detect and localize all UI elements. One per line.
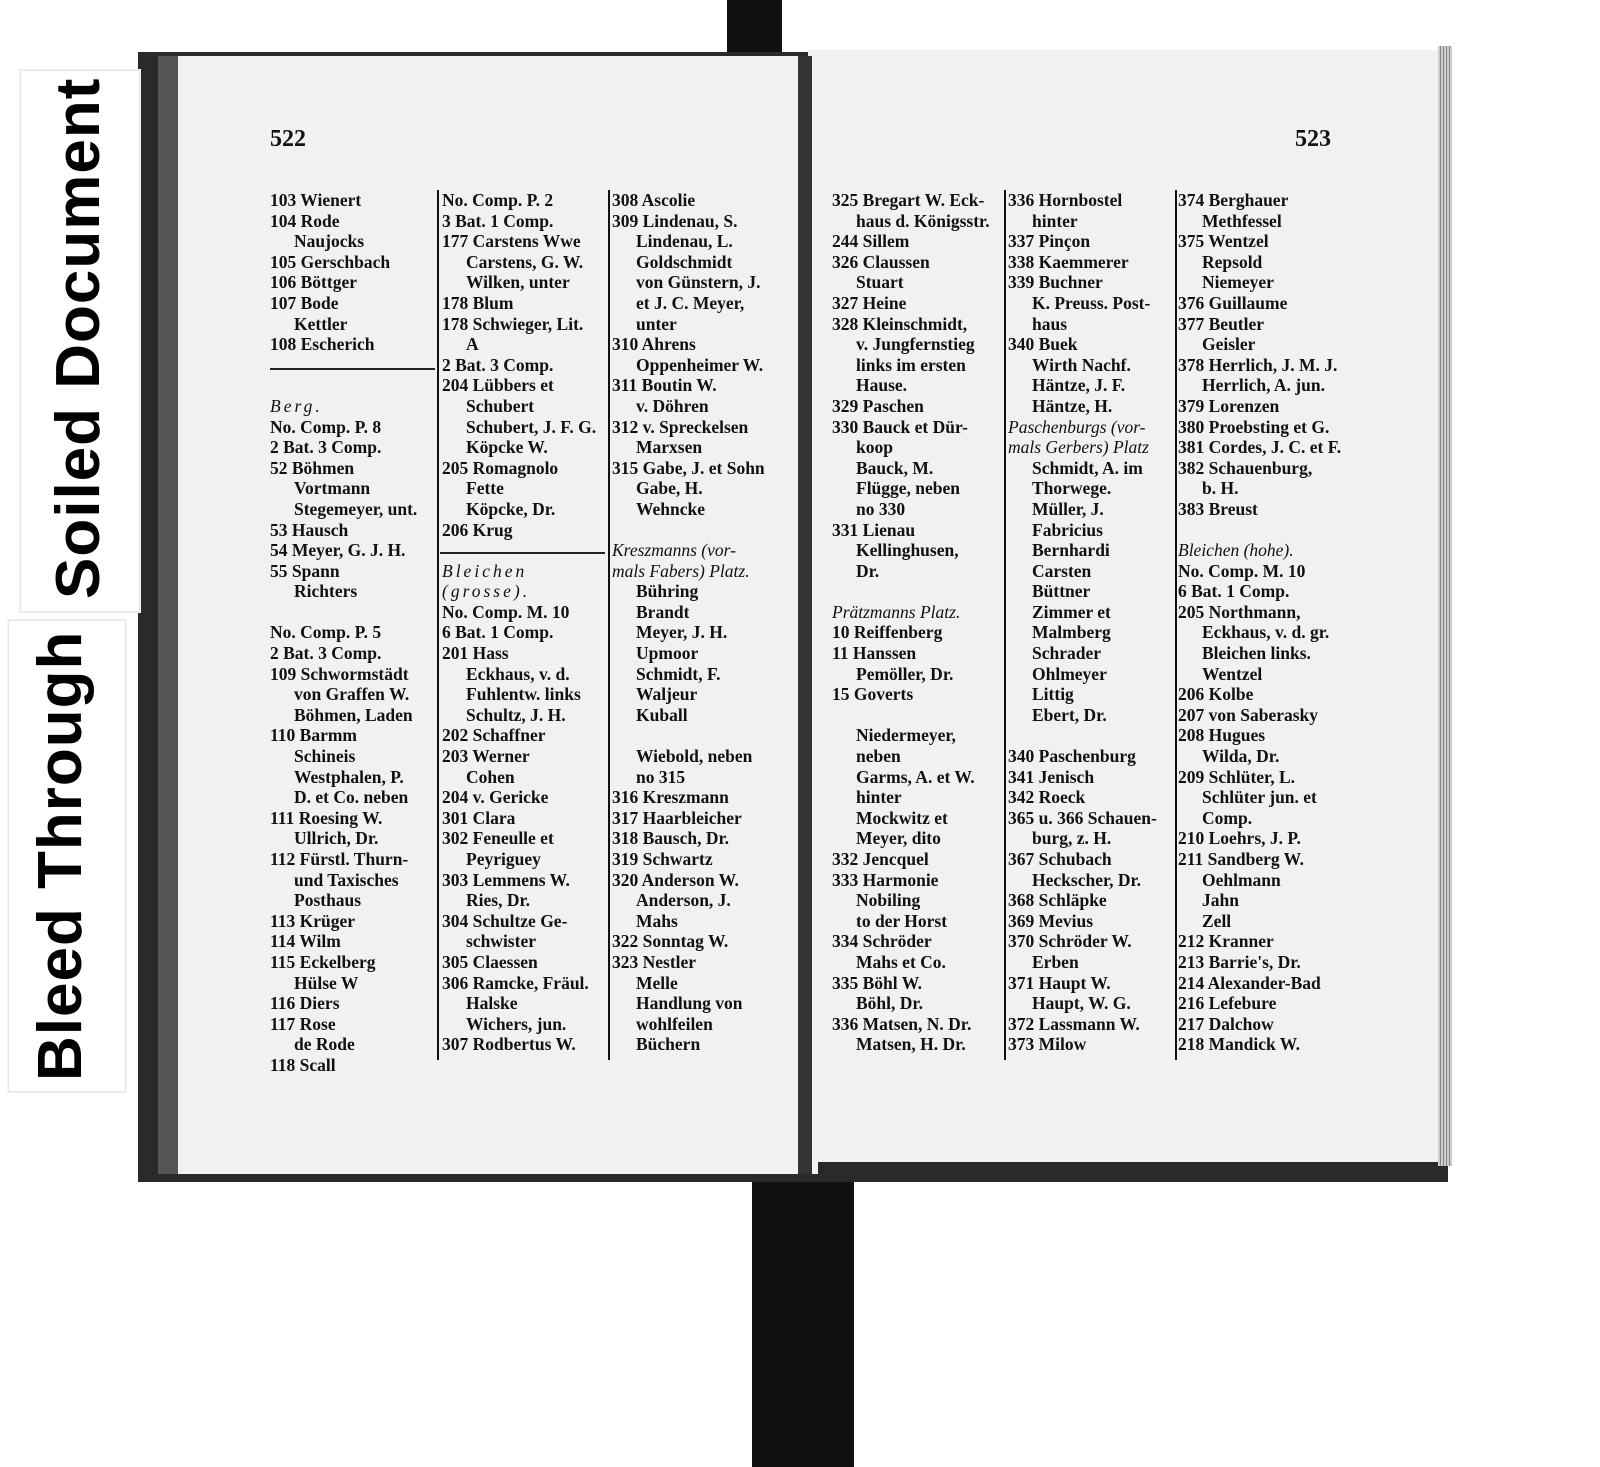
directory-line: to der Horst — [856, 910, 948, 931]
directory-line: Niemeyer — [1202, 272, 1274, 293]
directory-line — [1178, 520, 1341, 541]
directory-line: 301 Clara — [442, 807, 516, 828]
directory-line: 208 Hugues — [1178, 725, 1266, 746]
directory-line: 341 Jenisch — [1008, 766, 1095, 787]
directory-line: Flügge, neben — [856, 478, 961, 499]
directory-line: Schrader — [1032, 643, 1102, 664]
directory-line: Wehncke — [636, 498, 706, 519]
directory-line: Paschenburgs (vor- — [1008, 416, 1146, 437]
directory-line: 367 Schubach — [1008, 849, 1112, 869]
column-2 — [442, 190, 596, 1055]
directory-line: 338 Kaemmerer — [1008, 251, 1129, 272]
directory-line: 2 Bat. 3 Comp. — [270, 437, 382, 458]
directory-line: 203 Werner — [442, 746, 530, 767]
directory-line: Pemöller, Dr. — [856, 663, 954, 684]
directory-line: 376 Guillaume — [1178, 292, 1288, 313]
directory-line: Böhl, Dr. — [856, 993, 923, 1014]
directory-line: Schineis — [294, 746, 356, 767]
directory-line: Kellinghusen, — [856, 540, 959, 561]
directory-line: 308 Ascolie — [612, 190, 696, 210]
directory-line: Büttner — [1032, 581, 1091, 602]
page-edges — [1438, 46, 1452, 1166]
directory-line: 116 Diers — [270, 993, 340, 1014]
directory-line: 210 Loehrs, J. P. — [1178, 828, 1301, 849]
directory-line: D. et Co. neben — [294, 787, 409, 808]
directory-line: Fuhlentw. links — [466, 684, 581, 705]
directory-line: 323 Nestler — [612, 951, 697, 972]
directory-line: 302 Feneulle et — [442, 828, 554, 849]
directory-line: Malmberg — [1032, 622, 1111, 643]
directory-line: 378 Herrlich, J. M. J. — [1178, 354, 1338, 375]
directory-line: 326 Claussen — [832, 251, 930, 272]
column-rule — [437, 190, 439, 1060]
directory-line — [612, 520, 765, 541]
directory-line: Meyer, J. H. — [636, 622, 728, 643]
directory-line: Zimmer et — [1032, 601, 1111, 622]
directory-line: 112 Fürstl. Thurn- — [270, 849, 409, 869]
directory-line: 217 Dalchow — [1178, 1013, 1274, 1034]
directory-line: 309 Lindenau, S. — [612, 210, 738, 231]
directory-line: Mahs — [636, 910, 678, 931]
directory-line: Häntze, H. — [1032, 395, 1113, 416]
directory-line: 103 Wienert — [270, 190, 362, 210]
directory-line: Bauck, M. — [856, 457, 934, 478]
directory-line: Brandt — [636, 601, 690, 622]
book-gutter — [798, 56, 812, 1174]
directory-line: 383 Breust — [1178, 498, 1258, 519]
directory-line: 371 Haupt W. — [1008, 972, 1111, 993]
directory-line: Büchern — [636, 1034, 701, 1055]
directory-line: 11 Hanssen — [832, 643, 917, 664]
directory-line: 382 Schauenburg, — [1178, 457, 1313, 478]
directory-line: Waljeur — [636, 684, 698, 705]
directory-line: Zell — [1202, 910, 1232, 931]
directory-line: von Graffen W. — [294, 684, 410, 705]
directory-line: 329 Paschen — [832, 395, 924, 416]
directory-line: haus — [1032, 313, 1068, 334]
directory-line: Eckhaus, v. d. gr. — [1202, 622, 1330, 643]
directory-line: 310 Ahrens — [612, 334, 696, 355]
directory-line: 110 Barmm — [270, 725, 358, 746]
directory-line: Posthaus — [294, 890, 362, 911]
directory-line: 178 Blum — [442, 292, 514, 313]
directory-line: 211 Sandberg W. — [1178, 849, 1304, 869]
directory-line — [1008, 725, 1157, 746]
directory-line: 317 Haarbleicher — [612, 807, 742, 828]
directory-line: 204 v. Gericke — [442, 787, 549, 808]
directory-line: 328 Kleinschmidt, — [832, 313, 968, 334]
directory-line: Wiebold, neben — [636, 746, 753, 767]
directory-line: 325 Bregart W. Eck- — [832, 190, 985, 210]
directory-line: Stuart — [856, 272, 904, 293]
directory-line: 306 Ramcke, Fräul. — [442, 972, 589, 993]
directory-line: 340 Paschenburg — [1008, 746, 1136, 767]
directory-line: mals Fabers) Platz. — [612, 560, 750, 581]
directory-line: Bleichen (hohe). — [1178, 540, 1294, 561]
directory-line: 177 Carstens Wwe — [442, 231, 581, 252]
directory-line: et J. C. Meyer, — [636, 292, 745, 313]
directory-line: Schmidt, F. — [636, 663, 721, 684]
directory-line: 209 Schlüter, L. — [1178, 766, 1296, 787]
directory-line: 206 Krug — [442, 519, 513, 540]
directory-line: haus d. Königsstr. — [856, 210, 990, 231]
directory-line: Ebert, Dr. — [1032, 704, 1107, 725]
directory-line: 322 Sonntag W. — [612, 931, 729, 952]
directory-line: 368 Schläpke — [1008, 890, 1107, 911]
directory-line: Erben — [1032, 951, 1079, 972]
directory-line — [612, 725, 765, 746]
directory-line: 337 Pinçon — [1008, 231, 1091, 252]
directory-line: 55 Spann — [270, 560, 340, 581]
directory-line: Carsten — [1032, 560, 1092, 581]
directory-line: Bleichen — [442, 560, 528, 581]
directory-line: 104 Rode — [270, 210, 340, 231]
directory-line: Fabricius — [1032, 519, 1103, 540]
directory-line: Upmoor — [636, 643, 699, 664]
directory-line: 379 Lorenzen — [1178, 395, 1280, 416]
directory-line: 178 Schwieger, Lit. — [442, 313, 584, 334]
directory-line: Wilken, unter — [466, 272, 570, 293]
column-rule — [1004, 190, 1006, 1060]
directory-line: Ullrich, Dr. — [294, 828, 379, 849]
directory-line: Westphalen, P. — [294, 766, 404, 787]
directory-line: Cohen — [466, 766, 515, 787]
directory-line: Thorwege. — [1032, 478, 1112, 499]
directory-line: Nobiling — [856, 890, 921, 911]
directory-line: Kuball — [636, 704, 688, 725]
directory-line: No. Comp. P. 2 — [442, 190, 554, 210]
directory-line: hinter — [856, 787, 902, 808]
directory-line — [270, 355, 417, 376]
directory-line: 3 Bat. 1 Comp. — [442, 210, 554, 231]
directory-line: Hause. — [856, 375, 908, 396]
directory-line: 201 Hass — [442, 643, 509, 664]
directory-line: 113 Krüger — [270, 910, 356, 931]
directory-line: 339 Buchner — [1008, 272, 1103, 293]
directory-line: 316 Kreszmann — [612, 787, 729, 808]
directory-line: 218 Mandick W. — [1178, 1034, 1301, 1055]
directory-line: 52 Böhmen — [270, 457, 355, 478]
directory-line: 365 u. 366 Schauen- — [1008, 807, 1157, 828]
directory-line: v. Jungfernstieg — [856, 334, 975, 355]
directory-line: 54 Meyer, G. J. H. — [270, 540, 406, 561]
directory-line: 303 Lemmens W. — [442, 869, 570, 890]
directory-line: 108 Escherich — [270, 334, 375, 355]
soiled-document-label: Soiled Document — [44, 77, 113, 599]
directory-line: 315 Gabe, J. et Sohn — [612, 457, 765, 478]
directory-line: Richters — [294, 581, 358, 602]
directory-line: Vortmann — [294, 478, 371, 499]
directory-line: Prätzmanns Platz. — [832, 601, 961, 622]
directory-line: K. Preuss. Post- — [1032, 292, 1151, 313]
directory-line: Goldschmidt — [636, 251, 733, 272]
directory-line: 336 Hornbostel — [1008, 190, 1123, 210]
directory-line: Wilda, Dr. — [1202, 746, 1280, 767]
directory-line: Eckhaus, v. d. — [466, 663, 570, 684]
directory-line: 307 Rodbertus W. — [442, 1034, 576, 1055]
directory-line: 202 Schaffner — [442, 725, 546, 746]
directory-line: neben — [856, 746, 901, 767]
directory-line: 370 Schröder W. — [1008, 931, 1132, 952]
directory-line: Schlüter jun. et — [1202, 787, 1317, 808]
directory-line: 117 Rose — [270, 1013, 336, 1034]
directory-line: 381 Cordes, J. C. et F. — [1178, 437, 1342, 458]
directory-line: Naujocks — [294, 231, 365, 252]
directory-line: 318 Bausch, Dr. — [612, 828, 730, 849]
directory-line: b. H. — [1202, 478, 1239, 499]
directory-line: Meyer, dito — [856, 828, 941, 849]
directory-line: Schubert, J. F. G. — [466, 416, 597, 437]
directory-line: Carstens, G. W. — [466, 251, 584, 272]
directory-line: 213 Barrie's, Dr. — [1178, 951, 1301, 972]
directory-line — [832, 705, 990, 726]
directory-line: Mahs et Co. — [856, 951, 946, 972]
directory-line: Schubert — [466, 395, 535, 416]
directory-line: Littig — [1032, 684, 1074, 705]
directory-line: 204 Lübbers et — [442, 375, 554, 396]
directory-line: 330 Bauck et Dür- — [832, 416, 968, 437]
directory-line: und Taxisches — [294, 869, 399, 890]
directory-line: 380 Proebsting et G. — [1178, 416, 1330, 437]
directory-line: Bleichen links. — [1202, 643, 1311, 664]
directory-line: Häntze, J. F. — [1032, 375, 1126, 396]
directory-line: Oehlmann — [1202, 869, 1281, 890]
directory-line: Schmidt, A. im — [1032, 457, 1143, 478]
directory-line: 320 Anderson W. — [612, 869, 739, 890]
directory-line — [832, 581, 990, 602]
directory-line: Herrlich, A. jun. — [1202, 375, 1325, 396]
directory-line: Gabe, H. — [636, 478, 703, 499]
directory-line: Repsold — [1202, 251, 1263, 272]
directory-line: Berg. — [270, 395, 323, 416]
directory-line: 327 Heine — [832, 292, 907, 313]
directory-line: 2 Bat. 3 Comp. — [442, 354, 554, 375]
directory-line: Comp. — [1202, 807, 1253, 828]
directory-line: Bernhardi — [1032, 540, 1110, 561]
directory-line: 333 Harmonie — [832, 869, 939, 890]
directory-line: 332 Jencquel — [832, 849, 929, 869]
directory-line: 340 Buek — [1008, 334, 1078, 355]
directory-line: Methfessel — [1202, 210, 1282, 231]
column-4 — [832, 190, 990, 1055]
directory-line: 311 Boutin W. — [612, 375, 717, 396]
directory-line: Hülse W — [294, 972, 359, 993]
directory-line: 53 Hausch — [270, 519, 349, 540]
directory-line: links im ersten — [856, 354, 966, 375]
directory-line: Mockwitz et — [856, 807, 948, 828]
directory-line: no 315 — [636, 766, 686, 787]
directory-line: Haupt, W. G. — [1032, 993, 1131, 1014]
column-3 — [612, 190, 765, 1055]
directory-line: Garms, A. et W. — [856, 766, 975, 787]
directory-line: 244 Sillem — [832, 231, 910, 252]
directory-line: 374 Berghauer — [1178, 190, 1289, 210]
directory-line: Wirth Nachf. — [1032, 354, 1131, 375]
directory-line: von Günstern, J. — [636, 272, 761, 293]
directory-line: 305 Claessen — [442, 951, 538, 972]
directory-line: Fette — [466, 478, 504, 499]
directory-line: Dr. — [856, 560, 880, 581]
directory-line: 115 Eckelberg — [270, 951, 376, 972]
directory-line: Matsen, H. Dr. — [856, 1034, 966, 1055]
directory-line: No. Comp. M. 10 — [1178, 560, 1306, 581]
directory-line: 6 Bat. 1 Comp. — [442, 622, 554, 643]
directory-line: Bühring — [636, 581, 699, 602]
directory-line: Handlung von — [636, 993, 743, 1014]
column-rule — [608, 190, 610, 1060]
directory-line: 114 Wilm — [270, 931, 341, 952]
directory-line: 10 Reiffenberg — [832, 622, 943, 643]
directory-line: Peyriguey — [466, 849, 541, 869]
directory-line: Geisler — [1202, 334, 1256, 355]
directory-line: de Rode — [294, 1034, 355, 1055]
directory-line: v. Döhren — [636, 395, 709, 416]
directory-line: 319 Schwartz — [612, 849, 713, 869]
directory-line — [442, 540, 596, 561]
directory-line: 107 Bode — [270, 292, 339, 313]
directory-line: koop — [856, 437, 893, 458]
directory-line: 373 Milow — [1008, 1034, 1087, 1055]
directory-line: Köpcke W. — [466, 437, 548, 458]
directory-line: Wichers, jun. — [466, 1013, 567, 1034]
directory-line: Marxsen — [636, 437, 703, 458]
directory-line: 334 Schröder — [832, 931, 932, 952]
directory-line: Halske — [466, 993, 518, 1014]
directory-line: Müller, J. — [1032, 498, 1104, 519]
directory-line: Niedermeyer, — [856, 725, 956, 746]
directory-line: Ries, Dr. — [466, 890, 531, 911]
directory-line — [270, 375, 417, 396]
directory-line: Ohlmeyer — [1032, 663, 1107, 684]
directory-line: Kreszmanns (vor- — [612, 540, 736, 561]
column-5 — [1008, 190, 1157, 1055]
directory-line: 15 Goverts — [832, 684, 914, 705]
directory-line: 342 Roeck — [1008, 787, 1086, 808]
directory-line: Schultz, J. H. — [466, 704, 566, 725]
directory-line: 369 Mevius — [1008, 910, 1094, 931]
directory-line: 312 v. Spreckelsen — [612, 416, 749, 437]
page-number-right: 523 — [1295, 126, 1331, 152]
directory-line: 118 Scall — [270, 1054, 336, 1075]
directory-line: 207 von Saberasky — [1178, 704, 1319, 725]
directory-line: Stegemeyer, unt. — [294, 498, 418, 519]
directory-line: Oppenheimer W. — [636, 354, 764, 375]
directory-line: 205 Northmann, — [1178, 601, 1301, 622]
directory-line: Anderson, J. — [636, 890, 731, 911]
bleed-through-stamp — [8, 620, 126, 1092]
directory-line: 331 Lienau — [832, 519, 916, 540]
directory-line: 111 Roesing W. — [270, 807, 383, 828]
directory-line: A — [466, 334, 479, 355]
directory-line: mals Gerbers) Platz — [1008, 437, 1149, 458]
directory-line: 205 Romagnolo — [442, 457, 559, 478]
directory-line: Lindenau, L. — [636, 231, 733, 252]
directory-line: Wentzel — [1202, 663, 1263, 684]
column-6 — [1178, 190, 1341, 1055]
directory-line: Melle — [636, 972, 678, 993]
column-rule — [1175, 190, 1177, 1060]
directory-line: Kettler — [294, 313, 348, 334]
directory-line: wohlfeilen — [636, 1013, 713, 1034]
column-1 — [270, 190, 417, 1076]
page-number-left: 522 — [270, 126, 306, 152]
directory-line: 212 Kranner — [1178, 931, 1274, 952]
directory-line: 335 Böhl W. — [832, 972, 922, 993]
directory-line: Heckscher, Dr. — [1032, 869, 1142, 890]
directory-line: 2 Bat. 3 Comp. — [270, 643, 382, 664]
directory-line: 106 Böttger — [270, 272, 357, 293]
directory-line: unter — [636, 313, 677, 334]
directory-line: 216 Lefebure — [1178, 993, 1277, 1014]
directory-line: (grosse). — [442, 581, 531, 602]
directory-line: 377 Beutler — [1178, 313, 1265, 334]
directory-line: No. Comp. P. 8 — [270, 416, 382, 437]
soiled-document-stamp — [20, 70, 140, 612]
directory-line: 6 Bat. 1 Comp. — [1178, 581, 1290, 602]
directory-line: No. Comp. P. 5 — [270, 622, 382, 643]
directory-line — [270, 602, 417, 623]
directory-line: Böhmen, Laden — [294, 704, 413, 725]
directory-line: 206 Kolbe — [1178, 684, 1254, 705]
directory-line: 105 Gerschbach — [270, 251, 391, 272]
directory-line: schwister — [466, 931, 536, 952]
directory-line: Köpcke, Dr. — [466, 498, 556, 519]
directory-line: 109 Schwormstädt — [270, 663, 409, 684]
directory-line: burg, z. H. — [1032, 828, 1112, 849]
directory-line: no 330 — [856, 498, 906, 519]
directory-line: No. Comp. M. 10 — [442, 601, 570, 622]
bleed-through-label: Bleed Through — [26, 630, 95, 1081]
binding-strip-bottom — [752, 1160, 854, 1467]
directory-line: hinter — [1032, 210, 1078, 231]
directory-line: 304 Schultze Ge- — [442, 910, 568, 931]
directory-line: 372 Lassmann W. — [1008, 1013, 1140, 1034]
directory-line: Jahn — [1202, 890, 1239, 911]
directory-line: 336 Matsen, N. Dr. — [832, 1013, 972, 1034]
directory-line: 214 Alexander-Bad — [1178, 972, 1321, 993]
directory-line: 375 Wentzel — [1178, 231, 1269, 252]
